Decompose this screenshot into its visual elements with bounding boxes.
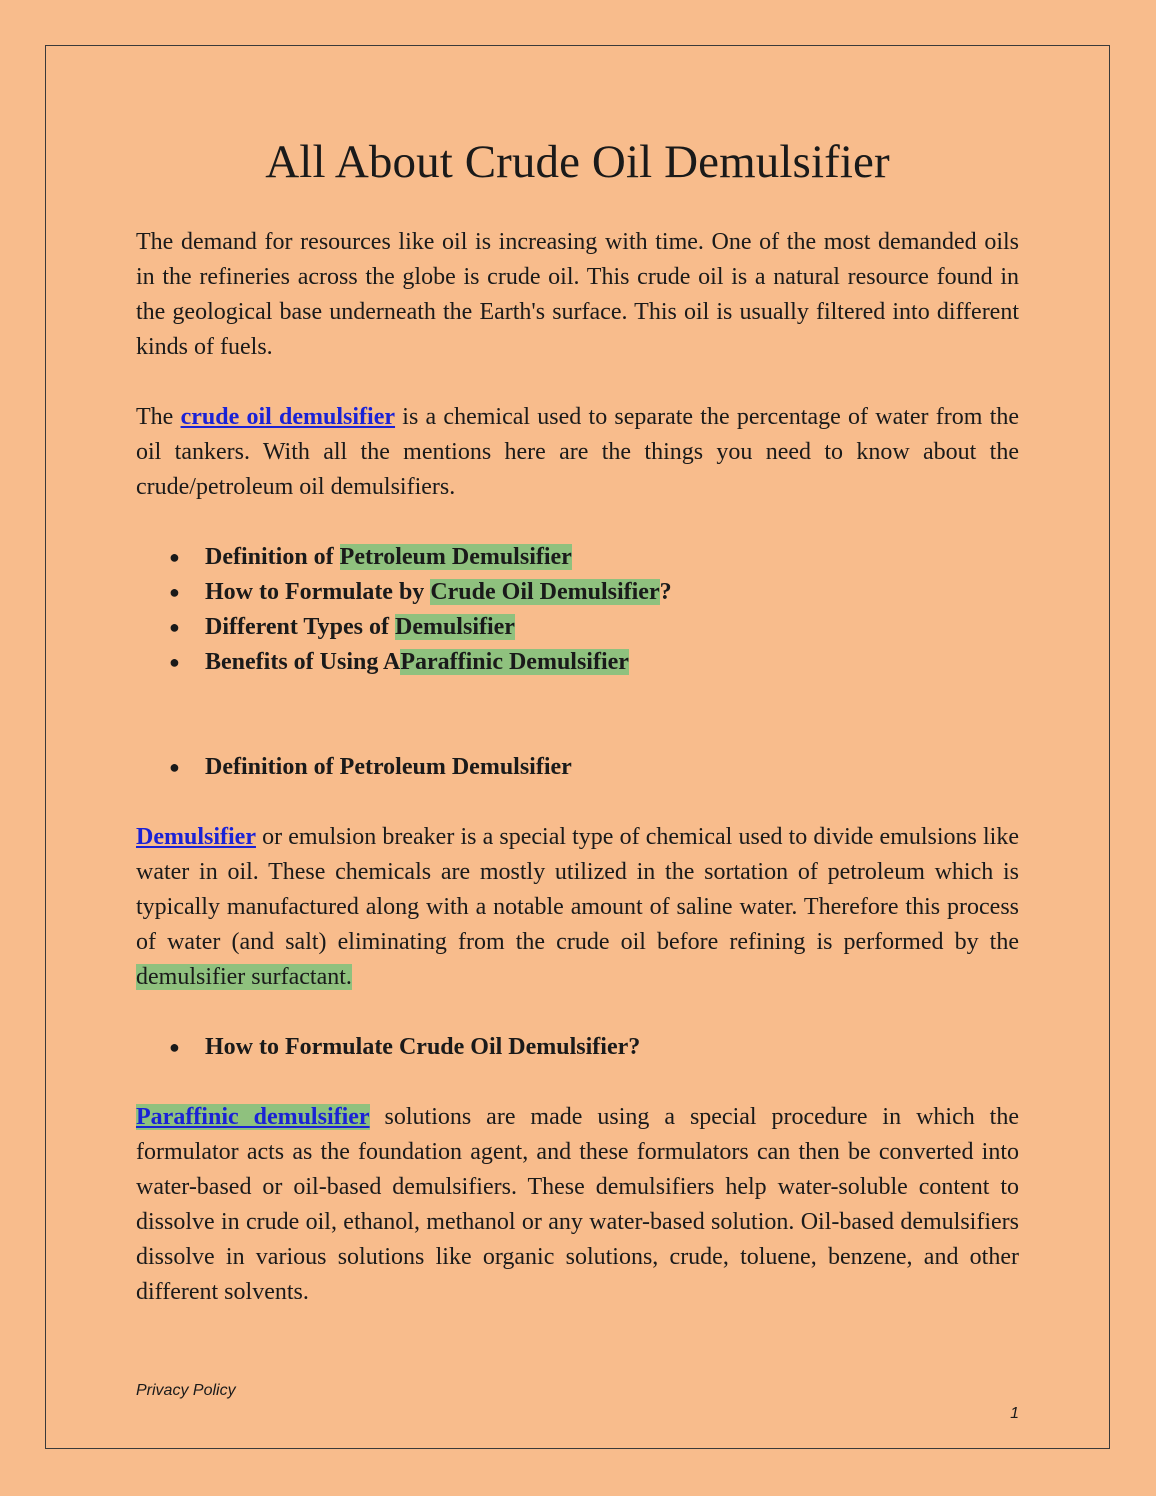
- bullet-icon: ●: [169, 1037, 180, 1057]
- document-body: [136, 130, 1019, 1310]
- toc-item: [136, 540, 1019, 575]
- intro-paragraph: The demand for resources like oil is increasing with time. One of the most demanded oils in the refineries across the globe is crude oil. This crude oil is a natural resource found in the geological base underneath the Earth's surface. This oil is usually filtered into different kinds of fuels.: [136, 229, 1019, 360]
- section-heading: [136, 750, 1019, 785]
- paragraph-text: is a chemical used to separate the percentage of water from the oil tankers. With all the mentions here are the things you need to know about the crude/petroleum oil demulsifiers.: [136, 404, 1020, 500]
- demulsifier-link[interactable]: Demulsifier: [136, 824, 256, 850]
- toc-item-highlight: Crude Oil Demulsifier: [430, 579, 660, 605]
- bullet-icon: ●: [169, 582, 180, 602]
- toc-item: [136, 575, 1019, 610]
- bullet-icon: ●: [169, 652, 180, 672]
- crude-oil-demulsifier-link[interactable]: crude oil demulsifier: [180, 404, 396, 430]
- section-heading: [136, 1030, 1019, 1065]
- toc-item: [136, 645, 1019, 680]
- crude-oil-paragraph: [136, 400, 1019, 505]
- page-title: All About Crude Oil Demulsifier: [265, 136, 890, 188]
- toc-item-text: Benefits of Using A: [205, 649, 401, 675]
- paragraph-text: The: [136, 404, 181, 430]
- demulsifier-surfactant-highlight: demulsifier surfactant.: [136, 964, 352, 990]
- definition-paragraph: [136, 820, 1019, 995]
- bullet-icon: ●: [169, 617, 180, 637]
- paragraph-text: solutions are made using a special procedure in which the formulator acts as the foundation agent, and these formulators can then be converted into water-based or oil-based demulsifiers. These demulsifiers help water-soluble content to dissolve in crude oil, ethanol, methanol or any water-based solution. Oil-based demulsifiers dissolve in various solutions like organic solutions, crude, toluene, benzene, and other different solvents.: [136, 1104, 1019, 1305]
- toc-item-text: Different Types of: [205, 614, 395, 640]
- paragraph-text: or emulsion breaker is a special type of chemical used to divide emulsions like water in oil. These chemicals are mostly utilized in the sortation of petroleum which is typically manufactured along with a notable amount of saline water. Therefore this process of water (and salt) eliminating from the crude oil before refining is performed by the: [136, 824, 1019, 955]
- bullet-icon: ●: [169, 757, 180, 777]
- toc-item-highlight: Demulsifier: [394, 614, 515, 640]
- paraffinic-demulsifier-link[interactable]: Paraffinic demulsifier: [136, 1104, 370, 1130]
- privacy-policy-footer: Privacy Policy: [136, 1382, 236, 1399]
- section-heading-list: [136, 750, 1019, 785]
- toc-item-text: Definition of: [205, 544, 340, 570]
- table-of-contents: [136, 540, 1019, 680]
- toc-item-text: How to Formulate by: [205, 579, 431, 605]
- page-number: 1: [1010, 1405, 1019, 1422]
- toc-item-highlight: Petroleum Demulsifier: [339, 544, 572, 570]
- section-heading-list: [136, 1030, 1019, 1065]
- section-heading-text: Definition of Petroleum Demulsifier: [205, 754, 572, 780]
- formulation-paragraph: [136, 1100, 1019, 1310]
- toc-item: [136, 610, 1019, 645]
- toc-item-suffix: ?: [659, 579, 672, 605]
- toc-item-highlight: Paraffinic Demulsifier: [400, 649, 629, 675]
- bullet-icon: ●: [169, 547, 180, 567]
- section-heading-text: How to Formulate Crude Oil Demulsifier?: [205, 1034, 641, 1060]
